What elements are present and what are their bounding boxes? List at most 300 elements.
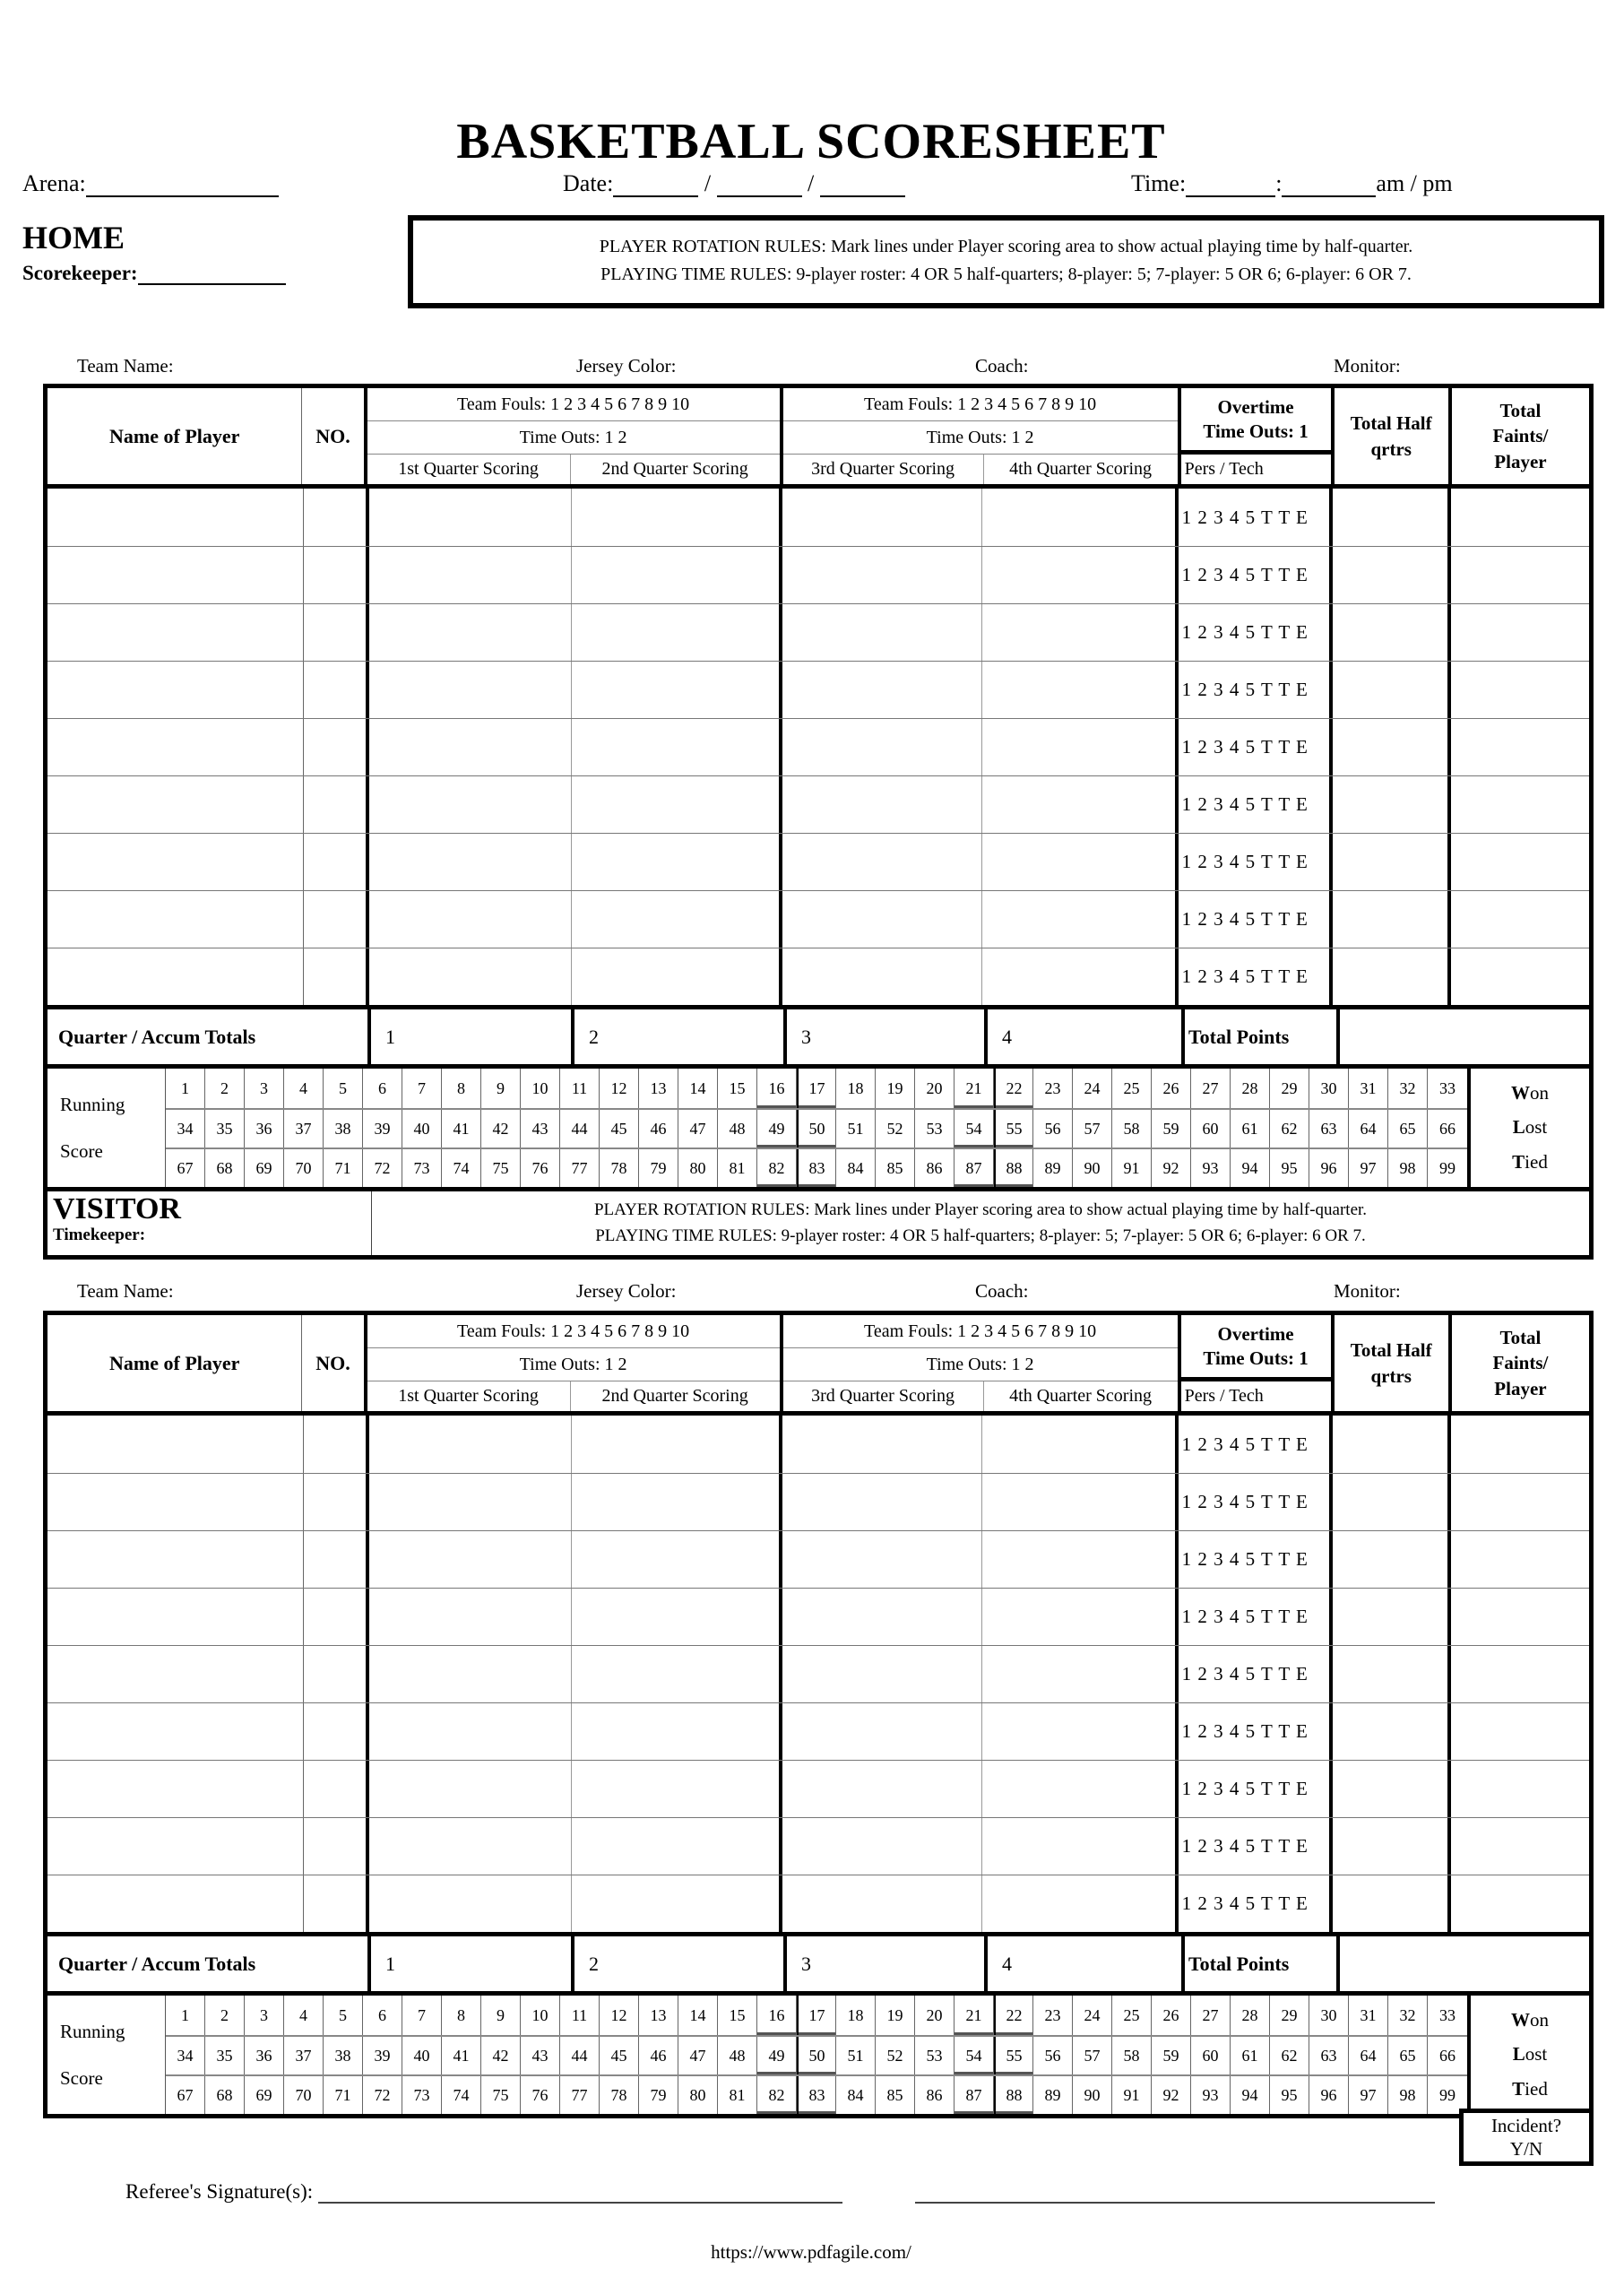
pers-tech-cell[interactable]: 1 2 3 4 5 T T E	[1179, 719, 1333, 775]
player-number-cell[interactable]	[304, 891, 369, 948]
running-score-number[interactable]: 12	[600, 1996, 639, 2035]
running-score-number[interactable]: 57	[1073, 1110, 1112, 1148]
total-faints-cell[interactable]	[1451, 1474, 1589, 1530]
q1-scoring-cell[interactable]	[369, 1703, 572, 1760]
q4-scoring-cell[interactable]	[982, 662, 1179, 718]
player-number-cell[interactable]	[304, 1875, 369, 1932]
total-half-cell[interactable]	[1333, 1646, 1451, 1702]
total-half-cell[interactable]	[1333, 1589, 1451, 1645]
q2-scoring-cell[interactable]	[572, 1589, 783, 1645]
q1-scoring-cell[interactable]	[369, 1416, 572, 1473]
q1-scoring-cell[interactable]	[369, 891, 572, 948]
total-faints-cell[interactable]	[1451, 719, 1589, 775]
running-score-number[interactable]: 67	[166, 2076, 205, 2114]
running-score-number[interactable]: 55	[994, 1110, 1033, 1148]
pers-tech-cell[interactable]: 1 2 3 4 5 T T E	[1179, 547, 1333, 603]
running-score-number[interactable]: 42	[481, 2037, 521, 2074]
running-score-number[interactable]: 1	[166, 1069, 205, 1108]
running-score-number[interactable]: 25	[1112, 1069, 1152, 1108]
running-score-number[interactable]: 60	[1191, 1110, 1231, 1148]
running-score-number[interactable]: 98	[1388, 1149, 1428, 1187]
team-fouls-header[interactable]: Team Fouls: 1 2 3 4 5 6 7 8 9 10	[367, 1315, 780, 1348]
running-score-number[interactable]: 6	[363, 1069, 402, 1108]
player-name-cell[interactable]	[48, 1703, 304, 1760]
running-score-number[interactable]: 87	[955, 2076, 994, 2114]
q3-scoring-cell[interactable]	[782, 1416, 982, 1473]
pers-tech-cell[interactable]: 1 2 3 4 5 T T E	[1179, 1818, 1333, 1875]
q2-scoring-cell[interactable]	[572, 604, 783, 661]
referee-signature-input-2[interactable]	[915, 2182, 1435, 2204]
q3-scoring-cell[interactable]	[782, 547, 982, 603]
running-score-number[interactable]: 19	[876, 1069, 915, 1108]
running-score-number[interactable]: 9	[481, 1996, 521, 2035]
q3-scoring-cell[interactable]	[782, 1531, 982, 1588]
total-half-cell[interactable]	[1333, 834, 1451, 890]
running-score-number[interactable]: 11	[560, 1069, 600, 1108]
running-score-number[interactable]: 80	[678, 1149, 718, 1187]
won-label[interactable]: Won	[1511, 1081, 1549, 1104]
running-score-number[interactable]: 91	[1112, 1149, 1152, 1187]
running-score-number[interactable]: 39	[363, 2037, 402, 2074]
running-score-number[interactable]: 78	[600, 1149, 639, 1187]
running-score-number[interactable]: 87	[955, 1149, 994, 1187]
total-faints-cell[interactable]	[1451, 604, 1589, 661]
lost-label[interactable]: Lost	[1512, 2043, 1548, 2066]
player-name-cell[interactable]	[48, 776, 304, 833]
q3-scoring-cell[interactable]	[782, 489, 982, 546]
running-score-number[interactable]: 80	[678, 2076, 718, 2114]
team-fouls-header[interactable]: Team Fouls: 1 2 3 4 5 6 7 8 9 10	[783, 388, 1178, 421]
running-score-number[interactable]: 46	[639, 1110, 678, 1148]
running-score-number[interactable]: 27	[1191, 1069, 1231, 1108]
running-score-number[interactable]: 7	[402, 1069, 442, 1108]
total-faints-cell[interactable]	[1451, 1818, 1589, 1875]
total-half-cell[interactable]	[1333, 1703, 1451, 1760]
q3-scoring-cell[interactable]	[782, 1818, 982, 1875]
pers-tech-cell[interactable]: 1 2 3 4 5 T T E	[1179, 1589, 1333, 1645]
total-faints-cell[interactable]	[1451, 1703, 1589, 1760]
pers-tech-cell[interactable]: 1 2 3 4 5 T T E	[1179, 662, 1333, 718]
player-number-cell[interactable]	[304, 1703, 369, 1760]
running-score-number[interactable]: 92	[1152, 1149, 1191, 1187]
running-score-number[interactable]: 15	[718, 1996, 757, 2035]
running-score-number[interactable]: 86	[915, 2076, 955, 2114]
running-score-number[interactable]: 63	[1309, 2037, 1349, 2074]
running-score-number[interactable]: 23	[1033, 1069, 1073, 1108]
running-score-number[interactable]: 31	[1349, 1996, 1388, 2035]
total-faints-cell[interactable]	[1451, 1416, 1589, 1473]
running-score-number[interactable]: 97	[1349, 2076, 1388, 2114]
running-score-number[interactable]: 66	[1439, 1119, 1456, 1138]
q1-total-cell[interactable]: 1	[371, 1009, 574, 1064]
q1-scoring-cell[interactable]	[369, 834, 572, 890]
total-points-cell[interactable]	[1340, 1009, 1589, 1064]
q4-scoring-cell[interactable]	[982, 834, 1179, 890]
running-score-number[interactable]: 5	[324, 1069, 363, 1108]
player-number-cell[interactable]	[304, 547, 369, 603]
running-score-number[interactable]: 61	[1231, 2037, 1270, 2074]
running-score-number[interactable]: 47	[678, 1110, 718, 1148]
running-score-number[interactable]: 58	[1112, 1110, 1152, 1148]
running-score-number[interactable]: 9	[481, 1069, 521, 1108]
footer-url[interactable]: https://www.pdfagile.com/	[711, 2241, 911, 2263]
running-score-number[interactable]: 61	[1231, 1110, 1270, 1148]
running-score-number[interactable]: 36	[245, 1110, 284, 1148]
running-score-number[interactable]: 37	[284, 1110, 324, 1148]
q4-total-cell[interactable]: 4	[988, 1009, 1185, 1064]
total-half-cell[interactable]	[1333, 662, 1451, 718]
running-score-number[interactable]: 5	[324, 1996, 363, 2035]
running-score-number[interactable]: 82	[757, 2076, 797, 2114]
running-score-number[interactable]: 13	[639, 1069, 678, 1108]
q1-scoring-cell[interactable]	[369, 719, 572, 775]
running-score-number[interactable]: 38	[324, 2037, 363, 2074]
total-half-cell[interactable]	[1333, 604, 1451, 661]
running-score-number[interactable]: 70	[284, 1149, 324, 1187]
total-faints-cell[interactable]	[1451, 834, 1589, 890]
running-score-number[interactable]: 16	[757, 1069, 797, 1108]
total-faints-cell[interactable]	[1451, 1761, 1589, 1817]
q2-scoring-cell[interactable]	[572, 776, 783, 833]
q3-scoring-cell[interactable]	[782, 1646, 982, 1702]
player-name-cell[interactable]	[48, 547, 304, 603]
running-score-number[interactable]: 18	[836, 1069, 876, 1108]
running-score-number[interactable]: 45	[600, 2037, 639, 2074]
running-score-number[interactable]: 41	[442, 1110, 481, 1148]
running-score-number[interactable]: 1	[166, 1996, 205, 2035]
running-score-number[interactable]: 93	[1191, 2076, 1231, 2114]
running-score-number[interactable]: 93	[1191, 1149, 1231, 1187]
player-name-cell[interactable]	[48, 1416, 304, 1473]
running-score-number[interactable]: 53	[915, 1110, 955, 1148]
q4-scoring-cell[interactable]	[982, 776, 1179, 833]
running-score-number[interactable]: 81	[718, 2076, 757, 2114]
running-score-number[interactable]: 39	[363, 1110, 402, 1148]
tied-label[interactable]: Tied	[1512, 2078, 1548, 2100]
player-name-cell[interactable]	[48, 1531, 304, 1588]
time-outs-header[interactable]: Time Outs: 1 2	[367, 421, 780, 455]
q4-scoring-cell[interactable]	[982, 891, 1179, 948]
running-score-number[interactable]: 18	[836, 1996, 876, 2035]
q1-scoring-cell[interactable]	[369, 1646, 572, 1702]
running-score-number[interactable]: 22	[994, 1069, 1033, 1108]
date-month-input[interactable]	[613, 174, 698, 197]
running-score-number[interactable]: 31	[1349, 1069, 1388, 1108]
running-score-number[interactable]: 8	[442, 1996, 481, 2035]
running-score-number[interactable]: 79	[639, 1149, 678, 1187]
running-score-number[interactable]: 4	[284, 1069, 324, 1108]
q3-total-cell[interactable]: 3	[787, 1936, 988, 1991]
pers-tech-cell[interactable]: 1 2 3 4 5 T T E	[1179, 1416, 1333, 1473]
running-score-number[interactable]: 92	[1152, 2076, 1191, 2114]
total-half-cell[interactable]	[1333, 1531, 1451, 1588]
q2-total-cell[interactable]: 2	[574, 1936, 787, 1991]
running-score-number[interactable]: 16	[757, 1996, 797, 2035]
running-score-number[interactable]: 11	[560, 1996, 600, 2035]
running-score-number[interactable]: 34	[166, 2037, 205, 2074]
running-score-number[interactable]: 33	[1439, 1078, 1456, 1097]
running-score-number[interactable]: 57	[1073, 2037, 1112, 2074]
referee-signature-input-1[interactable]	[318, 2182, 842, 2204]
running-score-number[interactable]: 69	[245, 2076, 284, 2114]
running-score-number[interactable]: 36	[245, 2037, 284, 2074]
q1-scoring-cell[interactable]	[369, 547, 572, 603]
q4-total-cell[interactable]: 4	[988, 1936, 1185, 1991]
q2-scoring-cell[interactable]	[572, 834, 783, 890]
total-half-cell[interactable]	[1333, 1474, 1451, 1530]
q4-scoring-cell[interactable]	[982, 489, 1179, 546]
running-score-number[interactable]: 47	[678, 2037, 718, 2074]
running-score-number[interactable]: 95	[1270, 2076, 1309, 2114]
pers-tech-cell[interactable]: 1 2 3 4 5 T T E	[1179, 1531, 1333, 1588]
ampm-label[interactable]: am / pm	[1376, 170, 1453, 196]
q4-scoring-cell[interactable]	[982, 1703, 1179, 1760]
q1-scoring-cell[interactable]	[369, 948, 572, 1005]
pers-tech-cell[interactable]: 1 2 3 4 5 T T E	[1179, 776, 1333, 833]
q4-scoring-cell[interactable]	[982, 1416, 1179, 1473]
q1-scoring-cell[interactable]	[369, 1761, 572, 1817]
total-faints-cell[interactable]	[1451, 662, 1589, 718]
running-score-number[interactable]: 59	[1152, 2037, 1191, 2074]
running-score-number[interactable]: 74	[442, 1149, 481, 1187]
running-score-number[interactable]: 21	[955, 1996, 994, 2035]
running-score-number[interactable]: 41	[442, 2037, 481, 2074]
running-score-number[interactable]: 52	[876, 2037, 915, 2074]
running-score-number[interactable]: 88	[994, 1149, 1033, 1187]
time-hour-input[interactable]	[1186, 174, 1275, 197]
running-score-number[interactable]: 51	[836, 2037, 876, 2074]
time-outs-header[interactable]: Time Outs: 1 2	[367, 1348, 780, 1381]
running-score-number[interactable]: 60	[1191, 2037, 1231, 2074]
player-number-cell[interactable]	[304, 604, 369, 661]
running-score-number[interactable]: 24	[1073, 1996, 1112, 2035]
q2-scoring-cell[interactable]	[572, 1646, 783, 1702]
running-score-number[interactable]: 29	[1270, 1069, 1309, 1108]
pers-tech-cell[interactable]: 1 2 3 4 5 T T E	[1179, 604, 1333, 661]
running-score-number[interactable]: 94	[1231, 2076, 1270, 2114]
player-number-cell[interactable]	[304, 489, 369, 546]
q3-scoring-cell[interactable]	[782, 1875, 982, 1932]
running-score-number[interactable]: 54	[955, 1110, 994, 1148]
running-score-number[interactable]: 49	[757, 2037, 797, 2074]
running-score-number[interactable]: 13	[639, 1996, 678, 2035]
q4-scoring-cell[interactable]	[982, 1875, 1179, 1932]
player-name-cell[interactable]	[48, 834, 304, 890]
player-name-cell[interactable]	[48, 489, 304, 546]
total-half-cell[interactable]	[1333, 547, 1451, 603]
running-score-number[interactable]: 17	[797, 1069, 836, 1108]
running-score-number[interactable]: 3	[245, 1069, 284, 1108]
running-score-number[interactable]: 43	[521, 1110, 560, 1148]
won-label[interactable]: Won	[1511, 2008, 1549, 2031]
total-half-cell[interactable]	[1333, 489, 1451, 546]
q1-scoring-cell[interactable]	[369, 776, 572, 833]
running-score-number[interactable]: 83	[797, 1149, 836, 1187]
running-score-number[interactable]: 6	[363, 1996, 402, 2035]
running-score-number[interactable]: 67	[166, 1149, 205, 1187]
running-score-number[interactable]: 66	[1439, 2046, 1456, 2065]
q1-scoring-cell[interactable]	[369, 662, 572, 718]
running-score-number[interactable]: 63	[1309, 1110, 1349, 1148]
q4-scoring-cell[interactable]	[982, 1761, 1179, 1817]
running-score-number[interactable]: 59	[1152, 1110, 1191, 1148]
running-score-number[interactable]: 42	[481, 1110, 521, 1148]
total-faints-cell[interactable]	[1451, 948, 1589, 1005]
running-score-number[interactable]: 75	[481, 1149, 521, 1187]
running-score-number[interactable]: 90	[1073, 2076, 1112, 2114]
q2-scoring-cell[interactable]	[572, 1761, 783, 1817]
q3-scoring-cell[interactable]	[782, 662, 982, 718]
running-score-number[interactable]: 99	[1439, 1158, 1456, 1177]
player-number-cell[interactable]	[304, 719, 369, 775]
running-score-number[interactable]: 96	[1309, 2076, 1349, 2114]
running-score-number[interactable]: 49	[757, 1110, 797, 1148]
q2-scoring-cell[interactable]	[572, 489, 783, 546]
running-score-number[interactable]: 71	[324, 1149, 363, 1187]
running-score-number[interactable]: 76	[521, 1149, 560, 1187]
running-score-number[interactable]: 48	[718, 1110, 757, 1148]
running-score-number[interactable]: 82	[757, 1149, 797, 1187]
running-score-number[interactable]: 30	[1309, 1069, 1349, 1108]
running-score-number[interactable]: 62	[1270, 1110, 1309, 1148]
running-score-number[interactable]: 52	[876, 1110, 915, 1148]
running-score-number[interactable]: 77	[560, 1149, 600, 1187]
running-score-number[interactable]: 54	[955, 2037, 994, 2074]
q2-scoring-cell[interactable]	[572, 1531, 783, 1588]
running-score-number[interactable]: 84	[836, 1149, 876, 1187]
running-score-number[interactable]: 64	[1349, 2037, 1388, 2074]
running-score-number[interactable]: 28	[1231, 1069, 1270, 1108]
player-number-cell[interactable]	[304, 1531, 369, 1588]
q3-scoring-cell[interactable]	[782, 1589, 982, 1645]
q3-scoring-cell[interactable]	[782, 604, 982, 661]
running-score-number[interactable]: 43	[521, 2037, 560, 2074]
total-faints-cell[interactable]	[1451, 1646, 1589, 1702]
q2-scoring-cell[interactable]	[572, 719, 783, 775]
running-score-number[interactable]: 35	[205, 2037, 245, 2074]
running-score-number[interactable]: 17	[797, 1996, 836, 2035]
total-half-cell[interactable]	[1333, 948, 1451, 1005]
running-score-number[interactable]: 14	[678, 1996, 718, 2035]
q4-scoring-cell[interactable]	[982, 1531, 1179, 1588]
running-score-number[interactable]: 53	[915, 2037, 955, 2074]
q2-scoring-cell[interactable]	[572, 1703, 783, 1760]
q4-scoring-cell[interactable]	[982, 1646, 1179, 1702]
running-score-number[interactable]: 97	[1349, 1149, 1388, 1187]
q4-scoring-cell[interactable]	[982, 719, 1179, 775]
player-name-cell[interactable]	[48, 1589, 304, 1645]
tied-label[interactable]: Tied	[1512, 1151, 1548, 1173]
player-name-cell[interactable]	[48, 1646, 304, 1702]
q1-scoring-cell[interactable]	[369, 489, 572, 546]
q1-scoring-cell[interactable]	[369, 1818, 572, 1875]
q2-scoring-cell[interactable]	[572, 1416, 783, 1473]
pers-tech-cell[interactable]: 1 2 3 4 5 T T E	[1179, 489, 1333, 546]
q3-scoring-cell[interactable]	[782, 948, 982, 1005]
running-score-number[interactable]: 62	[1270, 2037, 1309, 2074]
pers-tech-cell[interactable]: 1 2 3 4 5 T T E	[1179, 1474, 1333, 1530]
running-score-number[interactable]: 27	[1191, 1996, 1231, 2035]
running-score-number[interactable]: 89	[1033, 2076, 1073, 2114]
running-score-number[interactable]: 69	[245, 1149, 284, 1187]
running-score-number[interactable]: 73	[402, 2076, 442, 2114]
q3-scoring-cell[interactable]	[782, 891, 982, 948]
player-number-cell[interactable]	[304, 1818, 369, 1875]
q2-scoring-cell[interactable]	[572, 1818, 783, 1875]
total-half-cell[interactable]	[1333, 1875, 1451, 1932]
q2-scoring-cell[interactable]	[572, 948, 783, 1005]
running-score-number[interactable]: 10	[521, 1996, 560, 2035]
pers-tech-cell[interactable]: 1 2 3 4 5 T T E	[1179, 891, 1333, 948]
pers-tech-cell[interactable]: 1 2 3 4 5 T T E	[1179, 1646, 1333, 1702]
running-score-number[interactable]: 30	[1309, 1996, 1349, 2035]
q4-scoring-cell[interactable]	[982, 948, 1179, 1005]
running-score-number[interactable]: 84	[836, 2076, 876, 2114]
running-score-number[interactable]: 90	[1073, 1149, 1112, 1187]
running-score-number[interactable]: 71	[324, 2076, 363, 2114]
player-number-cell[interactable]	[304, 834, 369, 890]
total-faints-cell[interactable]	[1451, 1875, 1589, 1932]
team-fouls-header[interactable]: Team Fouls: 1 2 3 4 5 6 7 8 9 10	[783, 1315, 1178, 1348]
running-score-number[interactable]: 26	[1152, 1069, 1191, 1108]
overtime-timeouts-header[interactable]	[1181, 1315, 1331, 1381]
running-score-number[interactable]: 20	[915, 1069, 955, 1108]
q1-scoring-cell[interactable]	[369, 1589, 572, 1645]
running-score-number[interactable]: 86	[915, 1149, 955, 1187]
pers-tech-cell[interactable]: 1 2 3 4 5 T T E	[1179, 1761, 1333, 1817]
pers-tech-cell[interactable]: 1 2 3 4 5 T T E	[1179, 1875, 1333, 1932]
running-score-number[interactable]: 79	[639, 2076, 678, 2114]
running-score-number[interactable]: 19	[876, 1996, 915, 2035]
running-score-number[interactable]: 4	[284, 1996, 324, 2035]
q4-scoring-cell[interactable]	[982, 604, 1179, 661]
running-score-number[interactable]: 34	[166, 1110, 205, 1148]
q2-scoring-cell[interactable]	[572, 662, 783, 718]
running-score-number[interactable]: 40	[402, 2037, 442, 2074]
pers-tech-cell[interactable]: 1 2 3 4 5 T T E	[1179, 1703, 1333, 1760]
running-score-number[interactable]: 76	[521, 2076, 560, 2114]
q1-scoring-cell[interactable]	[369, 1531, 572, 1588]
running-score-number[interactable]: 56	[1033, 2037, 1073, 2074]
q2-total-cell[interactable]: 2	[574, 1009, 787, 1064]
running-score-number[interactable]: 33	[1439, 2005, 1456, 2024]
overtime-timeouts-header[interactable]	[1181, 388, 1331, 455]
running-score-number[interactable]: 99	[1439, 2085, 1456, 2104]
running-score-number[interactable]: 83	[797, 2076, 836, 2114]
total-faints-cell[interactable]	[1451, 776, 1589, 833]
running-score-number[interactable]: 85	[876, 1149, 915, 1187]
running-score-number[interactable]: 72	[363, 1149, 402, 1187]
date-day-input[interactable]	[717, 174, 802, 197]
team-fouls-header[interactable]: Team Fouls: 1 2 3 4 5 6 7 8 9 10	[367, 388, 780, 421]
player-name-cell[interactable]	[48, 719, 304, 775]
running-score-number[interactable]: 56	[1033, 1110, 1073, 1148]
running-score-number[interactable]: 7	[402, 1996, 442, 2035]
pers-tech-cell[interactable]: 1 2 3 4 5 T T E	[1179, 948, 1333, 1005]
total-half-cell[interactable]	[1333, 719, 1451, 775]
running-score-number[interactable]: 96	[1309, 1149, 1349, 1187]
player-name-cell[interactable]	[48, 1818, 304, 1875]
player-name-cell[interactable]	[48, 1761, 304, 1817]
lost-label[interactable]: Lost	[1512, 1116, 1548, 1139]
running-score-number[interactable]: 89	[1033, 1149, 1073, 1187]
player-name-cell[interactable]	[48, 662, 304, 718]
total-faints-cell[interactable]	[1451, 891, 1589, 948]
running-score-number[interactable]: 48	[718, 2037, 757, 2074]
running-score-number[interactable]: 14	[678, 1069, 718, 1108]
running-score-number[interactable]: 15	[718, 1069, 757, 1108]
running-score-number[interactable]: 25	[1112, 1996, 1152, 2035]
